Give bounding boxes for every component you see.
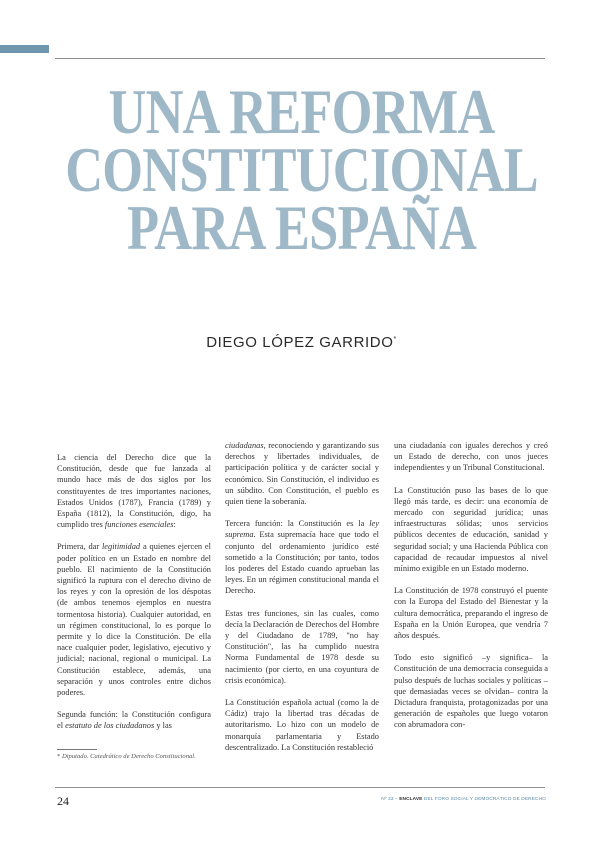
paragraph — [225, 697, 379, 753]
text-run: La Constitución puso las bases de lo que llegó más tarde, es decir: una economía de mercado con seguridad jurídica; unas infraestructuras sólidas; unos servicios públicos decentes de educación, sanidad y seguridad social; y una Hacienda Pública con capacidad de recaudar impuestos al nivel mínimo exigible en un Estado moderno. — [394, 485, 548, 574]
header-accent-bar — [0, 45, 49, 53]
text-column-3 — [394, 440, 548, 742]
paragraph — [225, 440, 379, 507]
footnote-text: Diputado. Catedrático de Derecho Constitucional. — [61, 753, 196, 760]
emphasis: ciudadanas — [225, 441, 264, 450]
text-run: Todo esto significó –y significa– la Constitución de una democracia conseguida a pulso después de luchas sociales y políticas –que demasiadas veces se olvidan– contra la Dictadura franquista, protagonizadas por una generación de españoles que luego votaron con abrumadora con- — [394, 653, 548, 730]
author-name: DIEGO LÓPEZ GARRIDO — [206, 334, 394, 351]
text-run: La Constitución de 1978 construyó el puente con la Europa del Estado del Bienestar y la cultura democrática, preparando el ingreso de España en la Unión Europea, que vendría 7 años después. — [394, 586, 548, 641]
text-column-1 — [57, 452, 211, 743]
emphasis: funciones esenciales — [104, 520, 174, 530]
text-run: La ciencia del Derecho dice que la Constitución, desde que fue lanzada al mundo hace más de dos siglos por los constituyentes de tres importantes naciones, Estados Unidos (1787), Francia (1789) y España (1812), la Constitución, digo, ha cumplido tres — [57, 453, 211, 530]
header-rule — [55, 58, 545, 59]
paragraph — [394, 652, 548, 730]
text-run: , reconociendo y garantizando sus derechos y libertades individuales, de participación política y de carácter social y económico. Sin Constitución, el individuo es un súbdito. Con Constitución, el pueblo es quien tiene la soberanía. — [225, 441, 379, 507]
emphasis: legitimidad — [101, 542, 141, 552]
title-line-2: CONSTITUCIONAL — [65, 134, 538, 205]
paragraph — [225, 518, 379, 596]
text-run: Tercera función: la Constitución es la — [225, 519, 370, 529]
author-byline — [0, 334, 603, 351]
title-line-3: PARA ESPAÑA — [126, 192, 477, 263]
paragraph — [57, 709, 211, 731]
emphasis: ley suprema — [225, 519, 379, 540]
paragraph — [394, 440, 548, 474]
text-run: Estas tres funciones, sin las cuales, como decía la Declaración de Derechos del Hombre y del Ciudadano de 1789, "no hay Constitución", las ha cumplido nuestra Norma Fundamental de 1978 desde su nacimiento (por cierto, en una coyuntura de crisis económica). — [225, 608, 379, 685]
author-footnote-mark: * — [393, 336, 397, 343]
text-run: y las — [154, 721, 172, 731]
footnote-rule — [57, 749, 97, 750]
text-column-2 — [225, 440, 379, 764]
text-run: una ciudadanía con iguales derechos y creó un Estado de derecho, con unos jueces independientes y un Tribunal Constitucional. — [394, 441, 548, 473]
journal-issue: Nº 33 – — [381, 797, 398, 802]
title-line-1: UNA REFORMA — [108, 76, 495, 147]
paragraph — [225, 608, 379, 686]
text-run: a quienes ejercen el poder político en un Estado en nombre del pueblo. El nacimiento de la Constitución significó la ruptura con el derecho divino de los reyes y con la opresión de los déspotas (de ambos tenemos ejemplos en nuestra tormentosa historia). Cualquier autoridad, en un régimen constitucional, lo es porque lo permite y lo dice la Constitución. De ella nace cualquier poder, legislativo, ejecutivo y judicial; nacional, regional o municipal. La Constitución establece, además, una separación y unos controles entre dichos poderes. — [57, 542, 211, 698]
text-run: La Constitución española actual (como la de Cádiz) trajo la libertad tras décadas de autoritarismo. Lo hizo con un modelo de monarquía parlamentaria y Estado descentralizado. La Constitución restableció — [225, 698, 379, 752]
emphasis: estatuto de los ciudadanos — [65, 721, 155, 731]
paragraph — [57, 541, 211, 698]
paragraph — [57, 452, 211, 530]
text-run: . Esta supremacía hace que todo el conjunto del ordenamiento jurídico esté sometido a la Constitución; por tanto, todos los poderes del Estado cuando aprueban las leyes. En un régimen constitucional manda el Derecho. — [225, 530, 379, 596]
journal-footer — [381, 797, 546, 802]
journal-tagline: DEL FORO SOCIAL Y DEMOCRÁTICO DE DERECHO — [423, 797, 546, 802]
paragraph — [394, 585, 548, 641]
text-run: : — [173, 520, 176, 530]
paragraph — [394, 485, 548, 575]
journal-name: ENCLAVE — [399, 797, 423, 802]
page-number: 24 — [57, 794, 69, 808]
text-run: Segunda función: la Constitución configura el — [57, 710, 211, 731]
footer-rule — [55, 787, 545, 788]
footnote-mark: * — [57, 753, 61, 760]
footnote — [57, 753, 212, 762]
text-run: Primera, dar — [57, 542, 102, 552]
